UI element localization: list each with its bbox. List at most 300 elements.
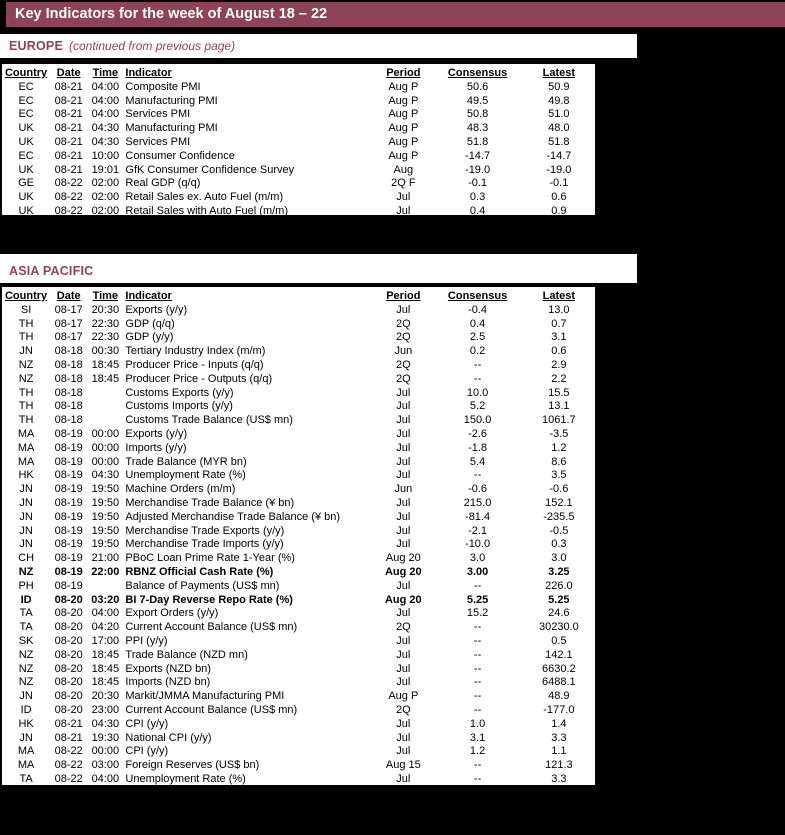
cell-date: 08-20 (54, 593, 83, 606)
cell-time (87, 580, 123, 594)
cell-indicator: CPI (y/y) (125, 745, 169, 758)
cell-consensus: -- (473, 469, 482, 482)
cell-indicator: Adjusted Merchandise Trade Balance (¥ bn) (125, 510, 341, 523)
cell-period: Jul (396, 662, 411, 675)
cell-time: 22:30 (91, 331, 120, 344)
cell-indicator: Exports (y/y) (125, 303, 188, 316)
cell-period: Jul (396, 386, 411, 399)
cell-country: JN (19, 496, 33, 509)
cell-indicator: PPI (y/y) (125, 634, 168, 647)
cell-date: 08-22 (54, 177, 83, 190)
cell-indicator: GfK Consumer Confidence Survey (125, 163, 295, 176)
cell-date: 08-21 (54, 94, 83, 107)
cell-country: EC (18, 149, 34, 162)
cell-consensus: 5.2 (469, 400, 486, 413)
cell-consensus: 50.8 (466, 108, 489, 121)
cell-country: EC (18, 80, 34, 93)
cell-period: 2Q (395, 317, 411, 330)
cell-period: Jul (396, 579, 411, 592)
cell-indicator: Unemployment Rate (%) (125, 469, 246, 482)
cell-consensus: 51.8 (466, 135, 489, 148)
cell-indicator: Composite PMI (125, 80, 201, 93)
cell-time: 00:30 (91, 345, 120, 358)
cell-latest: 152.1 (545, 496, 573, 509)
cell-latest: 3.3 (551, 731, 567, 744)
cell-time: 18:45 (91, 676, 120, 689)
cell-indicator: Foreign Reserves (US$ bn) (125, 759, 260, 772)
asia-indicators-table (0, 285, 597, 787)
cell-period: Jul (396, 745, 411, 758)
cell-indicator: Exports (y/y) (125, 427, 188, 440)
cell-time: 22:30 (91, 317, 120, 330)
table-row (2, 594, 595, 608)
cell-period: Aug 20 (384, 565, 422, 578)
cell-consensus: -- (473, 759, 482, 772)
cell-period: Aug P (388, 135, 419, 148)
cell-indicator: National CPI (y/y) (125, 731, 212, 744)
table-row (2, 635, 595, 649)
cell-consensus: -- (473, 372, 482, 385)
cell-consensus: -- (473, 690, 482, 703)
cell-time: 04:30 (91, 122, 120, 135)
cell-indicator: Manufacturing PMI (125, 94, 218, 107)
cell-latest: 0.7 (551, 317, 567, 330)
cell-date: 08-21 (54, 135, 83, 148)
cell-time: 18:45 (91, 662, 120, 675)
cell-country: TH (18, 386, 34, 399)
table-row (2, 732, 595, 746)
table-row (2, 400, 595, 414)
cell-consensus: -- (473, 772, 482, 785)
cell-period: Jul (396, 414, 411, 427)
table-row (2, 122, 595, 136)
cell-latest: -0.5 (549, 524, 569, 537)
cell-country: HK (18, 469, 34, 482)
cell-country: NZ (18, 662, 34, 675)
cell-country: UK (18, 191, 34, 204)
cell-consensus: -1.8 (468, 441, 488, 454)
europe-heading: EUROPE (9, 39, 63, 53)
cell-indicator: Markit/JMMA Manufacturing PMI (125, 690, 285, 703)
cell-period: Aug P (388, 108, 419, 121)
cell-country: EC (18, 108, 34, 121)
cell-country: NZ (18, 676, 34, 689)
cell-latest: -14.7 (546, 149, 572, 162)
cell-latest: 15.5 (548, 386, 570, 399)
cell-date: 08-21 (54, 717, 83, 730)
cell-country: TH (18, 331, 34, 344)
table-row (2, 331, 595, 345)
cell-period: Aug P (388, 80, 419, 93)
cell-latest: 0.6 (551, 191, 567, 204)
cell-indicator: Imports (y/y) (125, 441, 187, 454)
cell-country: NZ (18, 648, 34, 661)
cell-latest: 8.6 (551, 455, 567, 468)
cell-time: 02:00 (91, 191, 120, 204)
cell-period: 2Q F (391, 177, 416, 190)
cell-latest: 2.9 (551, 358, 567, 371)
cell-consensus: -- (473, 648, 482, 661)
cell-time: 17:00 (91, 634, 120, 647)
cell-latest: -19.0 (546, 163, 572, 176)
cell-date: 08-20 (54, 621, 83, 634)
cell-indicator: Current Account Balance (US$ mn) (125, 621, 298, 634)
cell-time: 02:00 (91, 204, 120, 217)
cell-indicator: Trade Balance (NZD mn) (125, 648, 248, 661)
cell-consensus: 10.0 (466, 386, 489, 399)
cell-consensus: 3.0 (469, 552, 486, 565)
cell-time: 04:00 (91, 94, 120, 107)
cell-country: TA (19, 772, 33, 785)
cell-date: 08-18 (54, 345, 83, 358)
cell-country: TA (19, 621, 33, 634)
cell-indicator: Services PMI (125, 108, 191, 121)
cell-date: 08-18 (54, 414, 83, 427)
cell-latest: 3.1 (551, 331, 567, 344)
table-row (2, 649, 595, 663)
cell-period: Aug P (388, 149, 419, 162)
report-title-bar (6, 2, 785, 27)
cell-time: 19:50 (91, 483, 120, 496)
cell-consensus: -0.6 (468, 483, 488, 496)
cell-latest: -235.5 (543, 510, 575, 523)
table-row (2, 304, 595, 318)
table-row (2, 580, 595, 594)
cell-date: 08-21 (54, 108, 83, 121)
cell-latest: 1061.7 (542, 414, 576, 427)
cell-consensus: 5.25 (466, 593, 489, 606)
table-row (2, 95, 595, 109)
cell-country: MA (17, 759, 35, 772)
cell-indicator: BI 7-Day Reverse Repo Rate (%) (125, 593, 293, 606)
cell-indicator: Trade Balance (MYR bn) (125, 455, 247, 468)
cell-date: 08-22 (54, 745, 83, 758)
column-header-latest: Latest (542, 290, 576, 302)
cell-consensus: 50.6 (466, 80, 489, 93)
cell-consensus: -14.7 (465, 149, 491, 162)
cell-country: HK (18, 717, 34, 730)
cell-consensus: -2.1 (468, 524, 488, 537)
cell-date: 08-20 (54, 634, 83, 647)
cell-indicator: Export Orders (y/y) (125, 607, 219, 620)
cell-indicator: Unemployment Rate (%) (125, 772, 246, 785)
cell-latest: -3.5 (549, 427, 569, 440)
cell-consensus: -19.0 (465, 163, 491, 176)
cell-latest: 3.5 (551, 469, 567, 482)
cell-date: 08-19 (54, 496, 83, 509)
table-row (2, 359, 595, 373)
cell-latest: 1.1 (551, 745, 567, 758)
cell-latest: 5.25 (548, 593, 570, 606)
cell-country: TH (18, 400, 34, 413)
cell-time: 18:45 (91, 372, 120, 385)
column-header-period: Period (386, 290, 421, 302)
cell-latest: 51.0 (548, 108, 570, 121)
cell-consensus: 3.1 (469, 731, 486, 744)
table-row (2, 191, 595, 205)
table-row (2, 205, 595, 219)
table-row (2, 318, 595, 332)
cell-date: 08-19 (54, 565, 83, 578)
cell-time (87, 414, 123, 428)
cell-indicator: Merchandise Trade Imports (y/y) (125, 538, 284, 551)
cell-country: JN (19, 538, 33, 551)
indicator-table-europe (2, 67, 595, 219)
cell-latest: 6488.1 (542, 676, 576, 689)
table-row (2, 136, 595, 150)
cell-consensus: 49.5 (466, 94, 489, 107)
cell-latest: 13.0 (548, 303, 570, 316)
table-row (2, 345, 595, 359)
cell-indicator: Exports (NZD bn) (125, 662, 211, 675)
column-header-period: Period (386, 67, 421, 79)
cell-latest: 0.6 (551, 345, 567, 358)
table-row (2, 387, 595, 401)
cell-country: UK (18, 163, 34, 176)
table-row (2, 177, 595, 191)
column-header-indicator: Indicator (125, 67, 172, 79)
europe-indicators-table (0, 62, 597, 217)
cell-latest: 49.8 (548, 94, 570, 107)
cell-latest: 13.1 (548, 400, 570, 413)
cell-consensus: 150.0 (463, 414, 492, 427)
cell-date: 08-19 (54, 469, 83, 482)
cell-indicator: Manufacturing PMI (125, 122, 218, 135)
cell-country: JN (19, 524, 33, 537)
cell-date: 08-18 (54, 372, 83, 385)
table-row (2, 607, 595, 621)
cell-time: 23:00 (91, 703, 120, 716)
cell-indicator: Current Account Balance (US$ mn) (125, 703, 298, 716)
cell-latest: 6630.2 (542, 662, 576, 675)
cell-time: 18:45 (91, 358, 120, 371)
cell-date: 08-20 (54, 676, 83, 689)
cell-time: 19:50 (91, 496, 120, 509)
cell-date: 08-22 (54, 191, 83, 204)
cell-country: ID (20, 593, 32, 606)
section-header-europe (0, 34, 637, 58)
cell-country: UK (18, 135, 34, 148)
cell-consensus: -- (473, 579, 482, 592)
cell-indicator: Machine Orders (m/m) (125, 483, 236, 496)
cell-date: 08-21 (54, 122, 83, 135)
cell-consensus: 2.5 (469, 331, 486, 344)
table-row (2, 442, 595, 456)
cell-consensus: 48.3 (466, 122, 489, 135)
cell-time: 03:00 (91, 759, 120, 772)
cell-indicator: GDP (q/q) (125, 317, 175, 330)
cell-country: ID (20, 703, 32, 716)
cell-date: 08-22 (54, 772, 83, 785)
cell-period: Aug 15 (385, 759, 421, 772)
europe-continued-note: (continued from previous page) (69, 39, 236, 53)
cell-period: Aug 20 (385, 552, 421, 565)
cell-consensus: 15.2 (466, 607, 489, 620)
cell-latest: 48.9 (548, 690, 570, 703)
cell-latest: 0.5 (551, 634, 567, 647)
cell-date: 08-20 (54, 648, 83, 661)
cell-time: 04:30 (91, 469, 120, 482)
cell-consensus: -0.4 (468, 303, 488, 316)
cell-country: NZ (18, 372, 34, 385)
cell-date: 08-21 (54, 163, 83, 176)
cell-country: EC (18, 94, 34, 107)
cell-time: 20:30 (91, 303, 120, 316)
cell-time: 04:00 (91, 772, 120, 785)
asia-heading: ASIA PACIFIC (9, 263, 94, 278)
column-header-date: Date (56, 67, 81, 79)
cell-time: 04:20 (91, 621, 120, 634)
cell-time: 21:00 (91, 552, 120, 565)
table-row (2, 511, 595, 525)
cell-latest: 1.4 (551, 717, 567, 730)
cell-period: Aug P (388, 690, 419, 703)
cell-time: 04:00 (91, 108, 120, 121)
cell-time: 22:00 (91, 565, 120, 578)
cell-latest: 50.9 (548, 80, 570, 93)
table-row (2, 745, 595, 759)
cell-period: Jul (396, 191, 411, 204)
cell-consensus: -81.4 (465, 510, 491, 523)
table-row (2, 704, 595, 718)
table-header-row (2, 290, 595, 304)
cell-indicator: Customs Exports (y/y) (125, 386, 234, 399)
cell-time: 19:01 (91, 163, 120, 176)
cell-period: Aug 20 (384, 593, 422, 606)
cell-indicator: Services PMI (125, 135, 191, 148)
cell-consensus: -10.0 (465, 538, 491, 551)
cell-period: Jul (396, 496, 411, 509)
indicator-table-asia (2, 290, 595, 787)
cell-date: 08-19 (54, 455, 83, 468)
column-header-date: Date (56, 290, 81, 302)
table-row (2, 497, 595, 511)
cell-indicator: Customs Trade Balance (US$ mn) (125, 414, 293, 427)
cell-date: 08-20 (54, 607, 83, 620)
cell-period: Jul (396, 524, 411, 537)
cell-indicator: Producer Price - Inputs (q/q) (125, 358, 264, 371)
column-header-indicator: Indicator (125, 290, 172, 302)
cell-indicator: Balance of Payments (US$ mn) (125, 579, 280, 592)
cell-date: 08-21 (54, 149, 83, 162)
cell-consensus: -- (473, 634, 482, 647)
cell-period: Jul (396, 400, 411, 413)
cell-period: Jul (396, 648, 411, 661)
cell-period: Jul (396, 676, 411, 689)
cell-date: 08-18 (54, 386, 83, 399)
cell-consensus: 0.3 (469, 191, 486, 204)
cell-period: Jul (396, 731, 411, 744)
cell-time: 19:50 (91, 510, 120, 523)
cell-period: Jul (396, 455, 411, 468)
page-title: Key Indicators for the week of August 18 – 22 (15, 6, 328, 22)
cell-period: Jul (396, 772, 411, 785)
cell-period: Jul (396, 607, 411, 620)
cell-date: 08-17 (54, 303, 83, 316)
cell-country: TH (18, 414, 34, 427)
table-row (2, 621, 595, 635)
cell-country: MA (17, 455, 35, 468)
cell-time: 04:00 (91, 80, 120, 93)
cell-date: 08-20 (54, 662, 83, 675)
cell-indicator: Producer Price - Outputs (q/q) (125, 372, 273, 385)
cell-latest: -177.0 (543, 703, 575, 716)
cell-period: Jul (396, 441, 411, 454)
table-row (2, 414, 595, 428)
cell-date: 08-19 (54, 579, 83, 592)
cell-country: MA (17, 441, 35, 454)
cell-consensus: 1.2 (469, 745, 486, 758)
cell-time: 19:30 (91, 731, 120, 744)
cell-time: 19:50 (91, 538, 120, 551)
table-row (2, 676, 595, 690)
cell-country: MA (17, 427, 35, 440)
cell-period: 2Q (395, 703, 411, 716)
cell-consensus: 1.0 (469, 717, 486, 730)
cell-consensus: 215.0 (463, 496, 492, 509)
table-row (2, 690, 595, 704)
cell-date: 08-21 (54, 80, 83, 93)
table-row (2, 483, 595, 497)
cell-time: 03:20 (91, 593, 120, 606)
cell-indicator: Retail Sales ex. Auto Fuel (m/m) (125, 191, 284, 204)
cell-country: NZ (18, 358, 34, 371)
cell-period: 2Q (395, 621, 411, 634)
cell-date: 08-20 (54, 703, 83, 716)
cell-time: 04:00 (91, 607, 120, 620)
cell-time: 04:30 (91, 717, 120, 730)
cell-indicator: PBoC Loan Prime Rate 1-Year (%) (125, 552, 295, 565)
cell-date: 08-22 (54, 204, 83, 217)
cell-time: 04:30 (91, 135, 120, 148)
cell-country: UK (18, 204, 34, 217)
cell-consensus: -- (473, 662, 482, 675)
table-row (2, 150, 595, 164)
cell-consensus: 0.2 (469, 345, 486, 358)
cell-country: JN (19, 345, 33, 358)
cell-latest: 142.1 (545, 648, 573, 661)
cell-consensus: 0.4 (469, 317, 486, 330)
column-header-time: Time (92, 290, 119, 302)
table-row (2, 164, 595, 178)
cell-indicator: Imports (NZD bn) (125, 676, 211, 689)
cell-consensus: 0.4 (469, 204, 486, 217)
cell-time: 19:50 (91, 524, 120, 537)
table-row (2, 373, 595, 387)
cell-time (87, 387, 123, 401)
table-row (2, 469, 595, 483)
cell-country: JN (19, 690, 33, 703)
cell-country: CH (18, 552, 35, 565)
cell-date: 08-22 (54, 759, 83, 772)
cell-date: 08-19 (54, 538, 83, 551)
cell-period: Jul (396, 427, 411, 440)
cell-country: NZ (18, 565, 34, 578)
cell-date: 08-17 (54, 317, 83, 330)
cell-consensus: 3.00 (466, 565, 489, 578)
column-header-consensus: Consensus (447, 290, 508, 302)
cell-time: 18:45 (91, 648, 120, 661)
cell-period: 2Q (395, 372, 411, 385)
cell-latest: 0.3 (551, 538, 567, 551)
cell-indicator: Real GDP (q/q) (125, 177, 201, 190)
cell-period: 2Q (395, 331, 411, 344)
table-row (2, 759, 595, 773)
cell-time: 00:00 (91, 745, 120, 758)
table-row (2, 566, 595, 580)
cell-consensus: -- (473, 358, 482, 371)
cell-latest: 3.25 (548, 565, 570, 578)
